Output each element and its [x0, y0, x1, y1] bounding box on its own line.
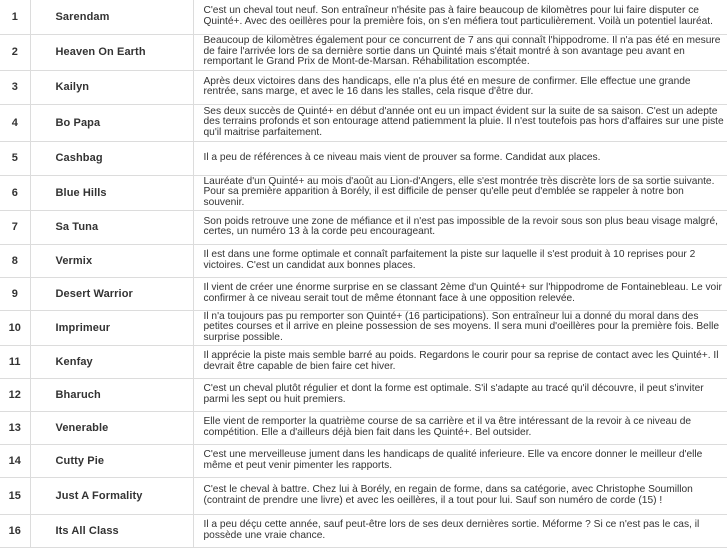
horse-number: 16: [0, 514, 30, 547]
horse-number: 9: [0, 277, 30, 310]
horse-comment: Après deux victoires dans des handicaps, elle n'a plus été en mesure de confirmer. Elle effectue une grande rentrée, sans marge, et avec le 16 dans les stalles, cela risque d'être dur.: [193, 70, 727, 104]
horse-number: 12: [0, 378, 30, 411]
horse-comment: Il n'a toujours pas pu remporter son Quinté+ (16 participations). Son entraîneur lui a donné du moral dans des petites courses et il arrive en pleine possession de ses moyens. Il sera muni d'oeillères pour la première fois. Belle surprise possible.: [193, 310, 727, 345]
horse-name: Imprimeur: [30, 310, 193, 345]
horse-number: 15: [0, 477, 30, 514]
horse-comment: C'est une merveilleuse jument dans les handicaps de qualité inferieure. Elle va encore donner le meilleur d'elle même et peut venir pimenter les rapports.: [193, 444, 727, 477]
table-row: [0, 345, 727, 378]
horse-name: Desert Warrior: [30, 277, 193, 310]
table-row: [0, 310, 727, 345]
table-row: [0, 175, 727, 210]
horse-comment: Ses deux succès de Quinté+ en début d'année ont eu un impact évident sur la suite de sa saison. C'est un adepte des terrains profonds et son entourage attend patiemment la pluie. Il n'est toutefois pas hors d'affaires sur une piste qu'il maitrise parfaitement.: [193, 104, 727, 141]
horse-name: Blue Hills: [30, 175, 193, 210]
horse-name: Kenfay: [30, 345, 193, 378]
table-row: [0, 277, 727, 310]
horse-comment: C'est un cheval plutôt régulier et dont la forme est optimale. S'il s'adapte au tracé qu'il découvre, il peut s'inviter parmi les sept ou huit premiers.: [193, 378, 727, 411]
horse-number: 4: [0, 104, 30, 141]
horse-name: Heaven On Earth: [30, 34, 193, 70]
table-row: [0, 70, 727, 104]
horse-comment: C'est un cheval tout neuf. Son entraîneur n'hésite pas à faire beaucoup de kilomètres pour lui faire disputer ce Quinté+. Avec des oeillères pour la première fois, on s'en méfiera tout particulièrement. Voilà un potentiel lauréat.: [193, 0, 727, 34]
horse-comment: Il a peu déçu cette année, sauf peut-être lors de ses deux dernières sortie. Méforme ? Si ce n'est pas le cas, il possède une vraie chance.: [193, 514, 727, 547]
table-row: [0, 141, 727, 175]
horse-number: 14: [0, 444, 30, 477]
horse-name: Just A Formality: [30, 477, 193, 514]
table-row: [0, 514, 727, 547]
horse-number: 7: [0, 210, 30, 244]
horse-name: Its All Class: [30, 514, 193, 547]
table-row: [0, 34, 727, 70]
horse-number: 5: [0, 141, 30, 175]
horse-comment: Elle vient de remporter la quatrième course de sa carrière et il va être intéressant de la revoir à ce niveau de compétition. Elle a d'ailleurs déjà bien fait dans les Quinté+. Bel outsider.: [193, 411, 727, 444]
table-row: [0, 378, 727, 411]
horse-name: Sarendam: [30, 0, 193, 34]
table-row: [0, 244, 727, 277]
horse-comment: Il est dans une forme optimale et connaît parfaitement la piste sur laquelle il s'est produit à 10 reprises pour 2 victoires. C'est un candidat aux bonnes places.: [193, 244, 727, 277]
horse-name: Bharuch: [30, 378, 193, 411]
horse-name: Kailyn: [30, 70, 193, 104]
horse-number: 3: [0, 70, 30, 104]
horse-number: 10: [0, 310, 30, 345]
horse-name: Venerable: [30, 411, 193, 444]
table-row: [0, 444, 727, 477]
horse-name: Vermix: [30, 244, 193, 277]
horse-number: 6: [0, 175, 30, 210]
horse-comment: Lauréate d'un Quinté+ au mois d'août au Lion-d'Angers, elle s'est montrée très discrète lors de sa sortie suivante. Pour sa première apparition à Borély, il est difficile de penser qu'elle peut d'emblée se rappeler à notre bon souvenir.: [193, 175, 727, 210]
horse-number: 2: [0, 34, 30, 70]
horse-name: Bo Papa: [30, 104, 193, 141]
horse-comment: Il apprécie la piste mais semble barré au poids. Regardons le courir pour sa reprise de contact avec les Quinté+. Il devrait être capable de bien faire cet hiver.: [193, 345, 727, 378]
horse-number: 8: [0, 244, 30, 277]
table-row: [0, 210, 727, 244]
table-row: [0, 104, 727, 141]
table-row: [0, 477, 727, 514]
horse-name: Sa Tuna: [30, 210, 193, 244]
table-row: [0, 411, 727, 444]
horse-comment: Beaucoup de kilomètres également pour ce concurrent de 7 ans qui connaît l'hippodrome. Il n'a pas été en mesure de faire l'arrivée lors de sa dernière sortie dans un Quinté mais s'était montré à son avantage peu avant en remportant le Grand Prix de Mont-de-Marsan. Réhabilitation escomptée.: [193, 34, 727, 70]
horse-comment: C'est le cheval à battre. Chez lui à Borély, en regain de forme, dans sa catégorie, avec Christophe Soumillon (contraint de prendre une livre) et avec les oeillères, il a tout pour lui. Sauf son numéro de corde (15) !: [193, 477, 727, 514]
horse-number: 13: [0, 411, 30, 444]
horse-comment: Il vient de créer une énorme surprise en se classant 2ème d'un Quinté+ sur l'hippodrome de Fontainebleau. Le voir confirmer à ce niveau serait tout de même étonnant face à une opposition relevée.: [193, 277, 727, 310]
horse-comment: Il a peu de références à ce niveau mais vient de prouver sa forme. Candidat aux places.: [193, 141, 727, 175]
horse-name: Cashbag: [30, 141, 193, 175]
horse-comment: Son poids retrouve une zone de méfiance et il n'est pas impossible de la revoir sous son plus beau visage malgré, certes, un numéro 13 à la corde peu encourageant.: [193, 210, 727, 244]
horse-number: 1: [0, 0, 30, 34]
horse-name: Cutty Pie: [30, 444, 193, 477]
table-row: [0, 0, 727, 34]
horse-number: 11: [0, 345, 30, 378]
